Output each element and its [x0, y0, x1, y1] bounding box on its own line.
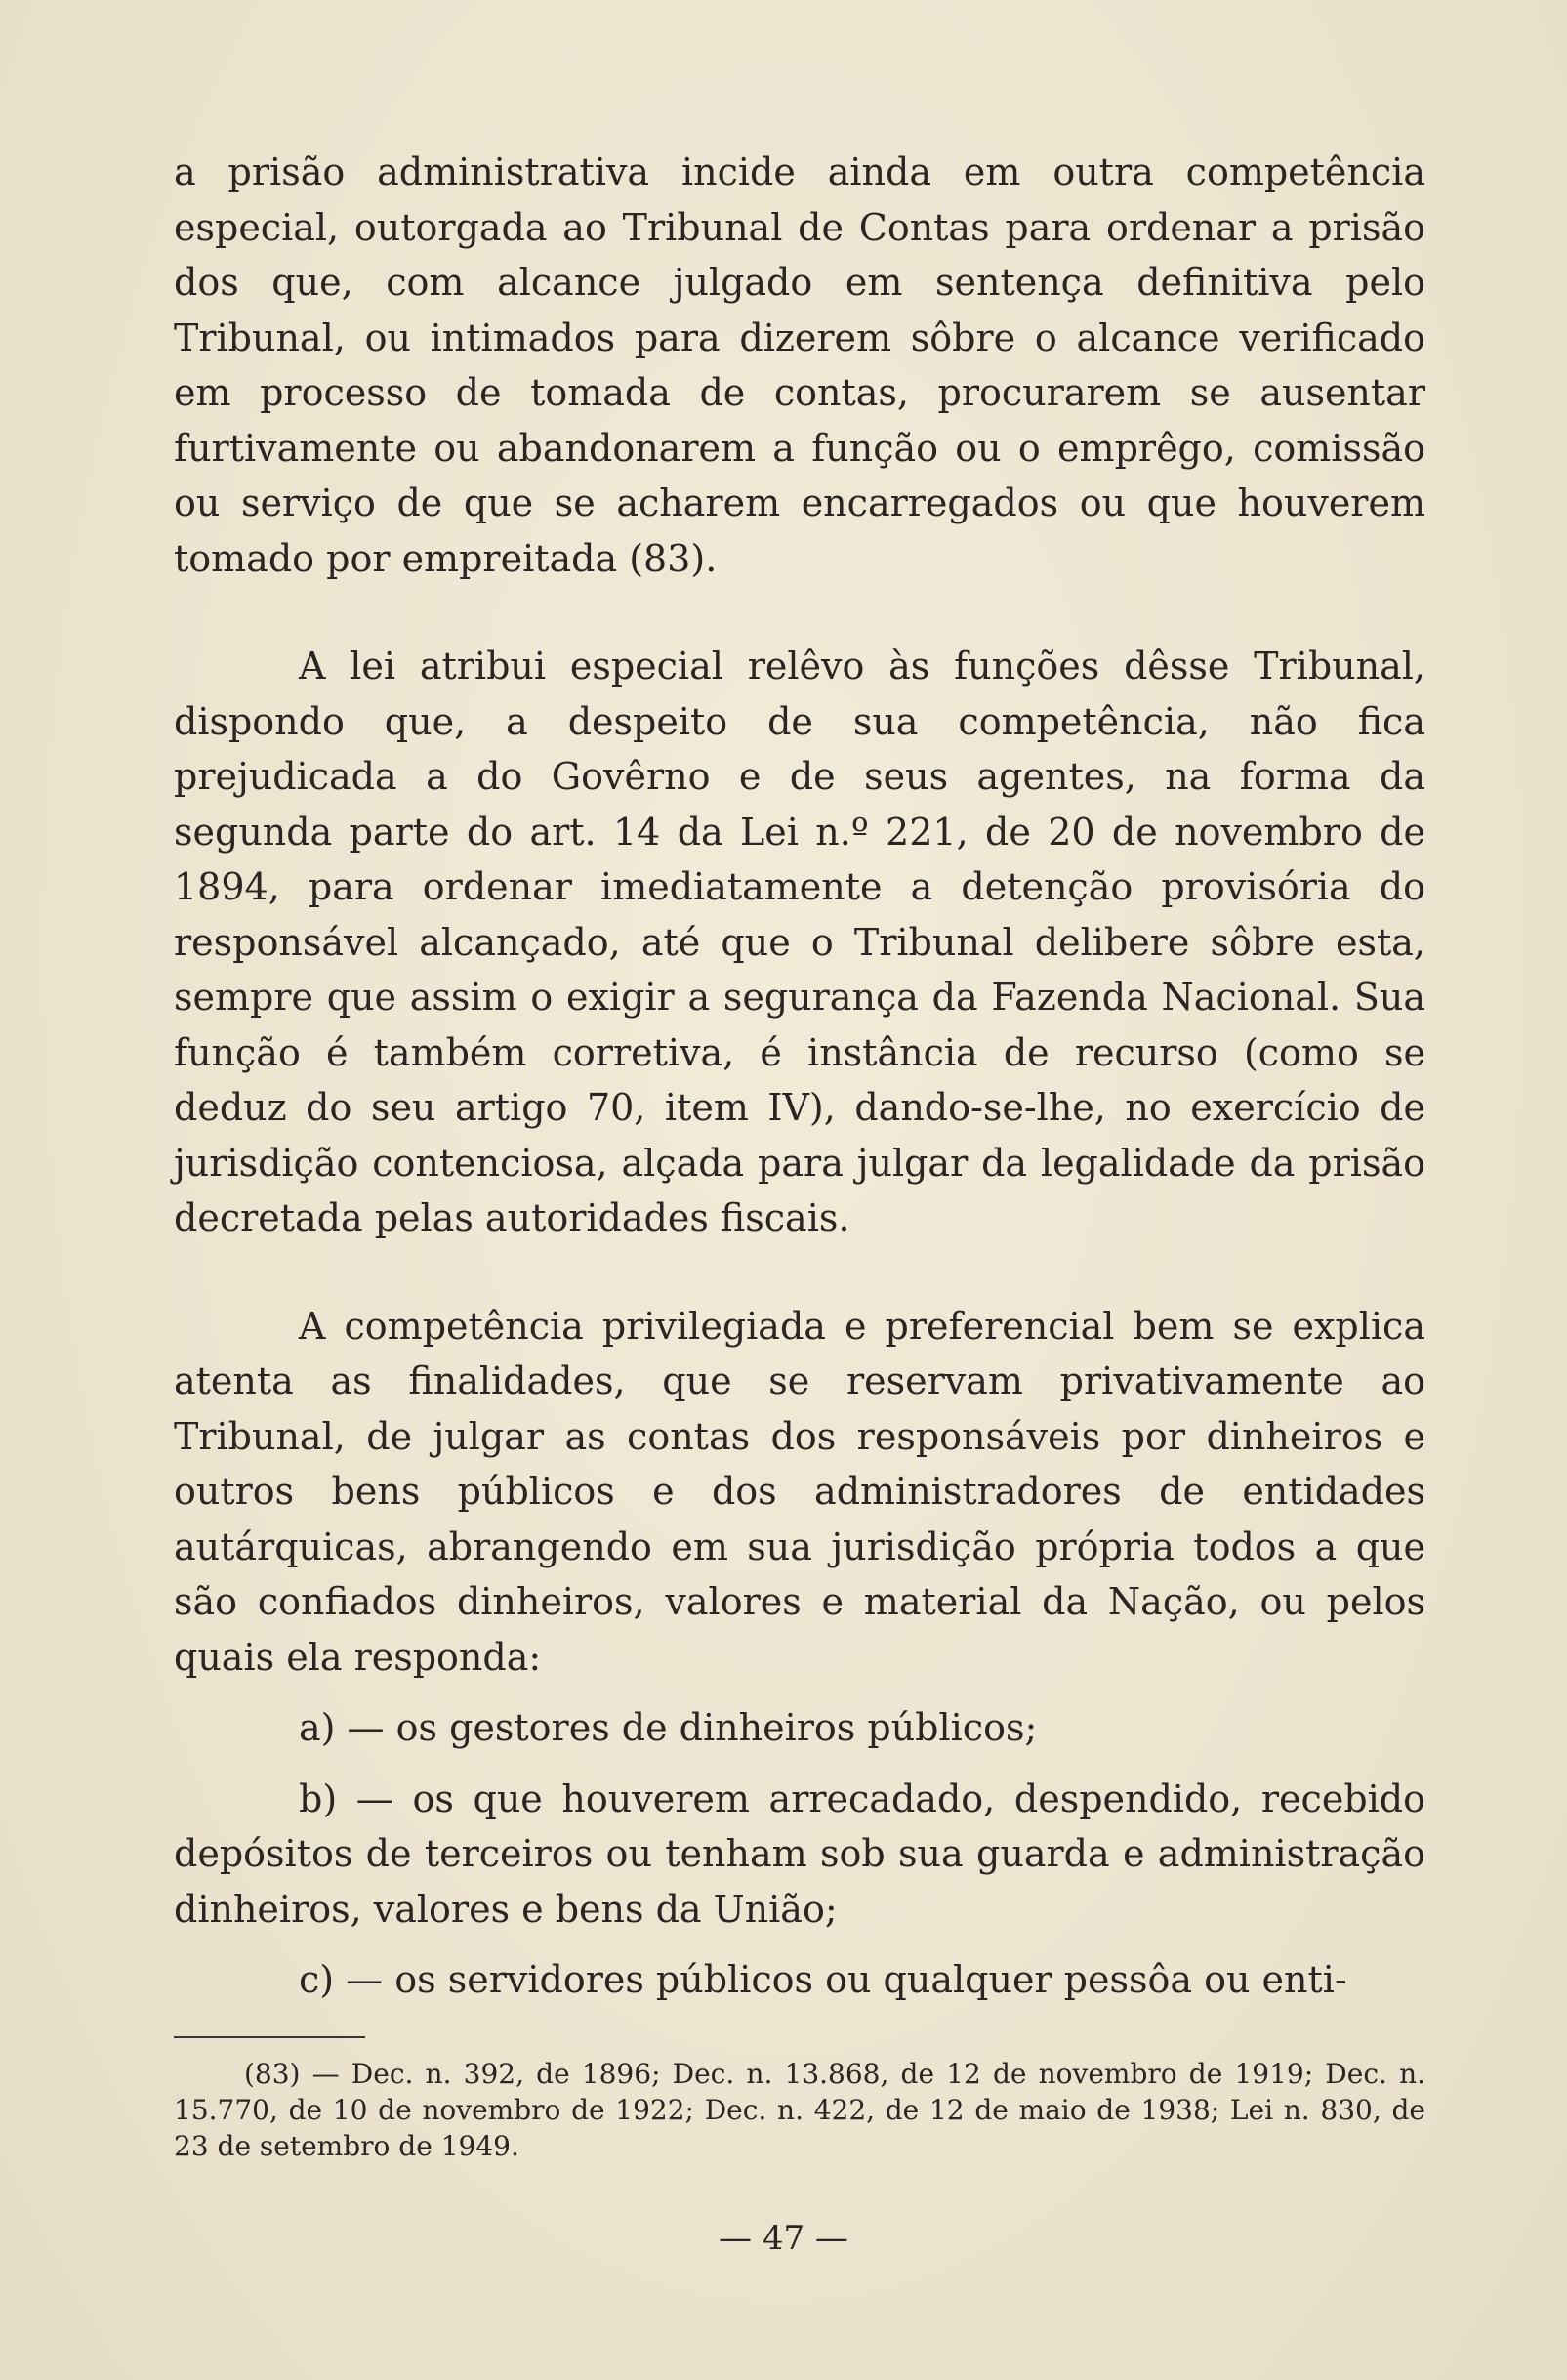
footnotes	[174, 2056, 1425, 2164]
paragraph-continuation: a prisão administrativa incide ainda em outra competência especial, outorgada ao Tribunal de Contas para ordenar a prisão dos que, com alcance julgado em sentença definitiva pelo Tribunal, ou intimados para dizerem sôbre o alcance verificado em processo de tomada de contas, procurarem se ausentar furtivamente ou abandonarem a função ou o emprêgo, comissão ou serviço de que se acharem encarregados ou que houverem tomado por empreitada (83).	[174, 150, 1425, 580]
footnote-divider	[174, 2036, 365, 2038]
list-item-c: c) — os servidores públicos ou qualquer pessôa ou enti-	[299, 1958, 1347, 2001]
footnote-83: (83) — Dec. n. 392, de 1896; Dec. n. 13.868, de 12 de novembro de 1919; Dec. n. 15.770, de 10 de novembro de 1922; Dec. n. 422, de 12 de maio de 1938; Lei n. 830, de 23 de setembro de 1949.	[174, 2058, 1425, 2162]
body-text	[174, 145, 1425, 2008]
paragraph-privileged-competence: A competência privilegiada e preferencial bem se explica atenta as finalidades, que se reservam privativamente ao Tribunal, de julgar as contas dos responsáveis por dinheiros e outros bens públicos e dos administradores de entidades autárquicas, abrangendo em sua jurisdição própria todos a que são confiados dinheiros, valores e material da Nação, ou pelos quais ela responda:	[174, 1304, 1425, 1679]
page-number: — 47 —	[719, 2219, 848, 2258]
list-item-a: a) — os gestores de dinheiros públicos;	[299, 1706, 1038, 1749]
paragraph-tribunal-functions: A lei atribui especial relêvo às funções dêsse Tribunal, dispondo que, a despeito de sua competência, não fica prejudicada a do Govêrno e de seus agentes, na forma da segunda parte do art. 14 da Lei n.º 221, de 20 de novembro de 1894, para ordenar imediatamente a detenção provisória do responsável alcançado, até que o Tribunal delibere sôbre esta, sempre que assim o exigir a segurança da Fazenda Nacional. Sua função é também corretiva, é instância de recurso (como se deduz do seu artigo 70, item IV), dando-se-lhe, no exercício de jurisdição contenciosa, alçada para julgar da legalidade da prisão decretada pelas autoridades fiscais.	[174, 645, 1425, 1239]
list-item-b: b) — os que houverem arrecadado, despendido, recebido depósitos de terceiros ou tenham sob sua guarda e administração dinheiros, valores e bens da União;	[174, 1776, 1425, 1931]
